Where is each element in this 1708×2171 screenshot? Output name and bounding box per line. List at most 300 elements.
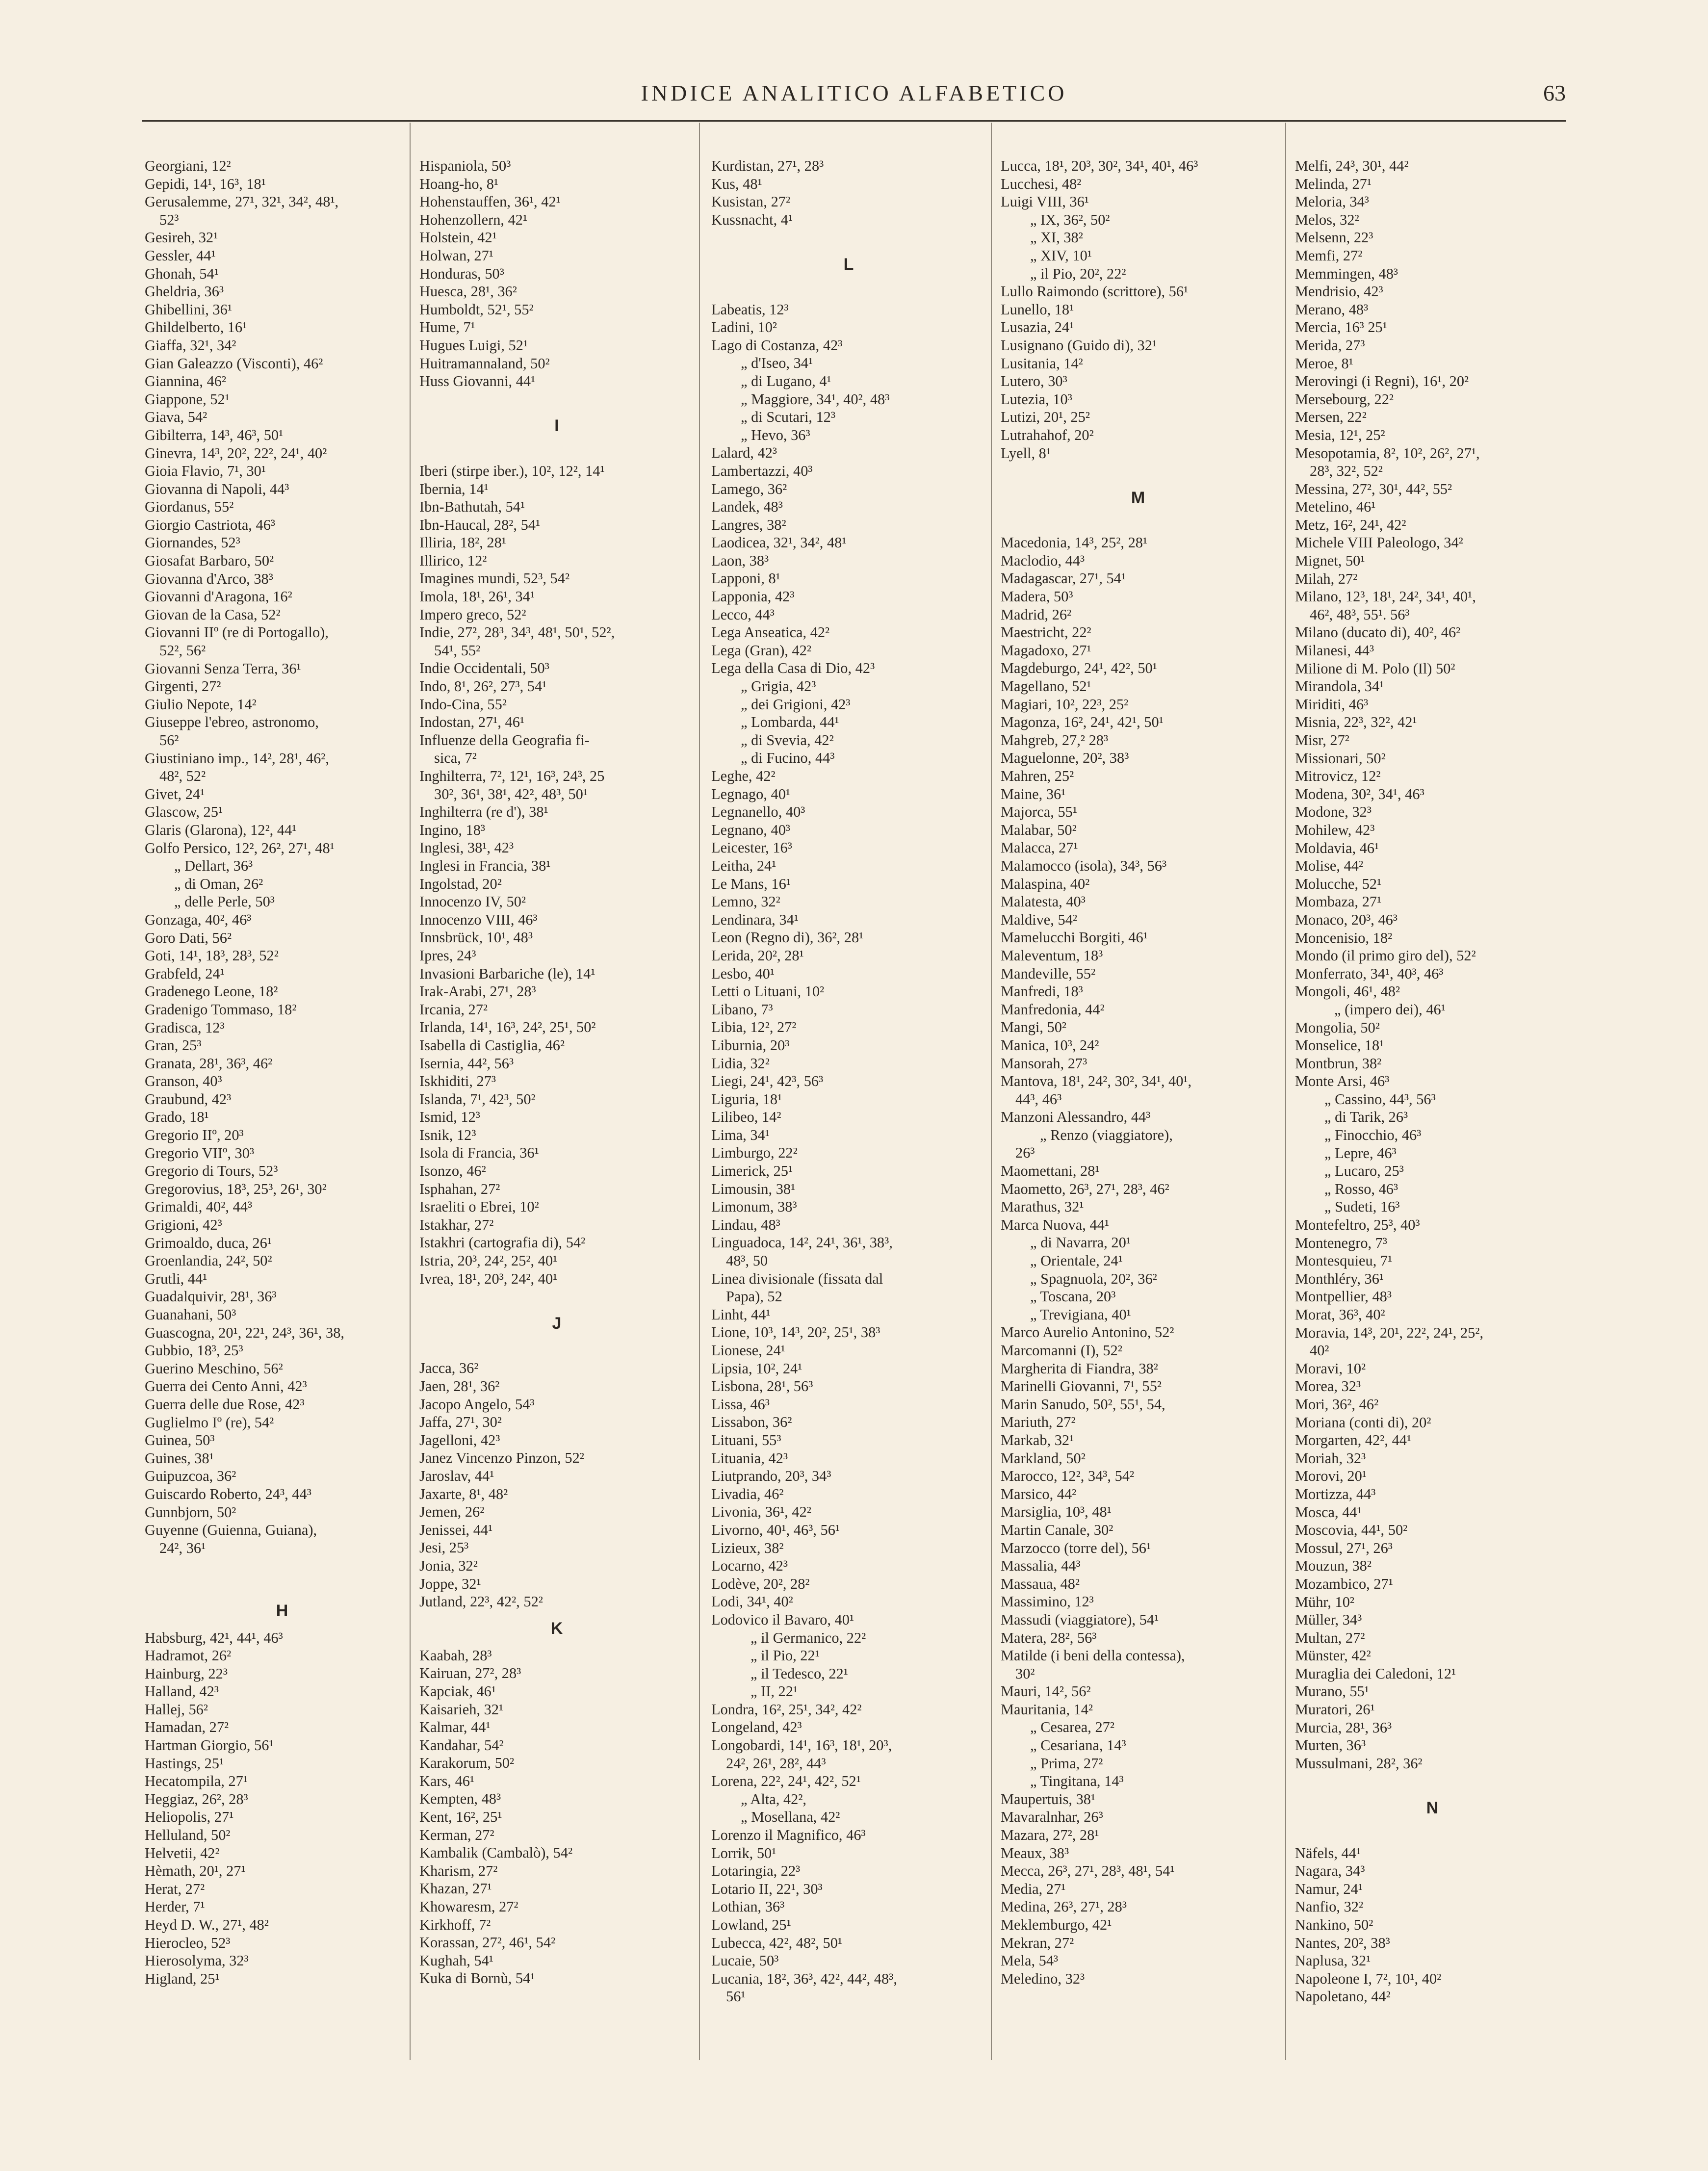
- index-entry: Korassan, 27², 46¹, 54²: [419, 1934, 556, 1951]
- index-entry: „ XIV, 10¹: [1030, 247, 1092, 264]
- index-entry: „ Alta, 42²,: [741, 1790, 807, 1808]
- section-letter: J: [552, 1314, 562, 1333]
- index-entry: Gregorio di Tours, 52³: [145, 1163, 278, 1180]
- index-entry: Morat, 36³, 40²: [1295, 1306, 1385, 1323]
- index-entry: Mesia, 12¹, 25²: [1295, 426, 1385, 443]
- index-entry: 48², 52²: [159, 768, 206, 785]
- index-entry: Maestricht, 22²: [1001, 624, 1091, 641]
- index-entry: Liguria, 18¹: [711, 1090, 782, 1108]
- column-divider: [699, 123, 700, 2060]
- spacer: [419, 390, 694, 409]
- index-entry: Gregorio VIIº, 30³: [145, 1144, 255, 1162]
- index-entry: Gonzaga, 40², 46³: [145, 911, 252, 928]
- index-entry: Monaco, 20³, 46³: [1295, 911, 1397, 928]
- index-entry: Kaisarieh, 32¹: [419, 1701, 504, 1718]
- index-entry: Lega (Gran), 42²: [711, 642, 812, 659]
- index-entry: Guiscardo Roberto, 24³, 44³: [145, 1485, 311, 1502]
- index-entry: Misr, 27²: [1295, 732, 1349, 749]
- index-entry: Isonzo, 46²: [419, 1163, 486, 1180]
- index-entry: Giaffa, 32¹, 34²: [145, 336, 236, 354]
- index-entry: Mela, 54³: [1001, 1952, 1059, 1969]
- spacer: [1001, 516, 1275, 534]
- index-entry: Meklemburgo, 42¹: [1001, 1916, 1112, 1933]
- index-entry: Murten, 36³: [1295, 1737, 1366, 1754]
- index-entry: Giovanna d'Arco, 38³: [145, 570, 273, 587]
- index-entry: Muraglia dei Caledoni, 12¹: [1295, 1665, 1456, 1682]
- index-entry: Invasioni Barbariche (le), 14¹: [419, 965, 595, 982]
- index-entry: Milah, 27²: [1295, 570, 1358, 587]
- index-entry: Mitrovicz, 12²: [1295, 768, 1381, 785]
- index-entry: Janez Vincenzo Pinzon, 52²: [419, 1449, 584, 1467]
- index-entry: Helluland, 50²: [145, 1827, 231, 1844]
- index-entry: Legnano, 40³: [711, 821, 791, 838]
- index-entry: Gradenigo Tommaso, 18²: [145, 1001, 297, 1018]
- index-entry: 52², 56²: [159, 642, 206, 659]
- index-entry: Marathus, 32¹: [1001, 1198, 1084, 1215]
- index-entry: Lipsia, 10², 24¹: [711, 1360, 802, 1377]
- index-entry: Missionari, 50²: [1295, 750, 1386, 767]
- index-entry: Maupertuis, 38¹: [1001, 1790, 1096, 1808]
- index-entry: Londra, 16², 25¹, 34², 42²: [711, 1701, 862, 1718]
- index-entry: Kughah, 54¹: [419, 1952, 493, 1969]
- index-entry: Giorgio Castriota, 46³: [145, 516, 276, 533]
- index-entry: „ di Svevia, 42²: [741, 731, 834, 749]
- index-entry: Magonza, 16², 24¹, 42¹, 50¹: [1001, 714, 1164, 731]
- index-entry: Madera, 50³: [1001, 588, 1073, 605]
- index-entry: Mussulmani, 28², 36²: [1295, 1755, 1423, 1772]
- index-entry: Granata, 28¹, 36³, 46²: [145, 1055, 273, 1072]
- index-entry: Matilde (i beni della contessa),: [1001, 1647, 1185, 1664]
- index-entry: Ivrea, 18¹, 20³, 24², 40¹: [419, 1270, 558, 1287]
- spacer: [1001, 462, 1275, 480]
- index-entry: Giava, 54²: [145, 409, 207, 426]
- index-column-2: [419, 157, 694, 1988]
- index-entry: Moldavia, 46¹: [1295, 839, 1379, 856]
- index-entry: „ Dellart, 36³: [174, 857, 253, 875]
- spacer: [711, 283, 986, 301]
- index-entry: Glaris (Glarona), 12², 44¹: [145, 821, 297, 838]
- index-entry: Monferrato, 34¹, 40³, 46³: [1295, 965, 1444, 982]
- spacer: [419, 1342, 694, 1360]
- index-entry: Gesireh, 32¹: [145, 229, 218, 246]
- index-entry: „ di Tarik, 26³: [1324, 1109, 1408, 1126]
- index-entry: Kandahar, 54²: [419, 1736, 504, 1754]
- index-entry: Magellano, 52¹: [1001, 678, 1091, 695]
- index-entry: Miriditi, 46³: [1295, 696, 1369, 713]
- index-entry: Linguadoca, 14², 24¹, 36¹, 38³,: [711, 1234, 893, 1251]
- index-entry: Honduras, 50³: [419, 265, 504, 282]
- index-entry: Khazan, 27¹: [419, 1880, 492, 1897]
- index-entry: Jutland, 22³, 42², 52²: [419, 1593, 543, 1610]
- index-entry: Hadramot, 26²: [145, 1647, 232, 1664]
- index-entry: Inghilterra (re d'), 38¹: [419, 803, 548, 821]
- index-entry: Grabfeld, 24¹: [145, 965, 225, 982]
- index-entry: Giovan de la Casa, 52²: [145, 606, 281, 623]
- index-entry: Kairuan, 27², 28³: [419, 1665, 521, 1682]
- index-entry: Giosafat Barbaro, 50²: [145, 552, 274, 569]
- index-entry: Maleventum, 18³: [1001, 947, 1103, 964]
- index-entry: Legnanello, 40³: [711, 803, 805, 821]
- index-entry: Mori, 36², 46²: [1295, 1396, 1379, 1413]
- spacer: [1295, 1772, 1570, 1790]
- index-entry: Inglesi, 38¹, 42³: [419, 839, 514, 856]
- index-entry: Lodovico il Bavaro, 40¹: [711, 1611, 854, 1628]
- index-entry: Metelino, 46¹: [1295, 498, 1376, 516]
- index-entry: Guascogna, 20¹, 22¹, 24³, 36¹, 38,: [145, 1324, 344, 1341]
- index-entry: Helvetii, 42²: [145, 1844, 220, 1861]
- index-entry: Groenlandia, 24², 50²: [145, 1252, 272, 1269]
- index-entry: Gerusalemme, 27¹, 32¹, 34², 48¹,: [145, 193, 339, 210]
- index-entry: Istakhar, 27²: [419, 1216, 494, 1233]
- index-entry: Manica, 10³, 24²: [1001, 1036, 1099, 1054]
- index-entry: Kirkhoff, 7²: [419, 1916, 491, 1933]
- index-entry: „ delle Perle, 50³: [174, 893, 275, 910]
- index-entry: Melinda, 27¹: [1295, 175, 1372, 192]
- index-entry: Jaxarte, 8¹, 48²: [419, 1485, 508, 1502]
- index-entry: Gregorovius, 18³, 25³, 26¹, 30²: [145, 1180, 327, 1197]
- index-entry: Muratori, 26¹: [1295, 1701, 1375, 1718]
- index-entry: 24², 36¹: [159, 1539, 206, 1556]
- index-entry: „ Sudeti, 16³: [1324, 1198, 1400, 1215]
- index-entry: Holstein, 42¹: [419, 229, 497, 246]
- index-entry: Giuseppe l'ebreo, astronomo,: [145, 714, 319, 731]
- index-entry: Habsburg, 42¹, 44¹, 46³: [145, 1629, 283, 1646]
- index-entry: Marcomanni (I), 52²: [1001, 1342, 1122, 1359]
- index-entry: Isphahan, 27²: [419, 1180, 500, 1197]
- index-entry: Giordanus, 55²: [145, 498, 234, 516]
- index-entry: Margherita di Fiandra, 38²: [1001, 1360, 1158, 1377]
- index-entry: Nanfio, 32²: [1295, 1898, 1364, 1915]
- index-entry: Granson, 40³: [145, 1073, 222, 1090]
- index-entry: Ibernia, 14¹: [419, 480, 489, 497]
- index-entry: Milano, 12³, 18¹, 24², 34¹, 40¹,: [1295, 588, 1476, 605]
- index-entry: Milanesi, 44³: [1295, 642, 1374, 659]
- index-entry: „ XI, 38²: [1030, 229, 1083, 246]
- index-entry: Jesi, 25³: [419, 1539, 469, 1556]
- section-letter: N: [1426, 1799, 1439, 1818]
- index-entry: Malatesta, 40³: [1001, 893, 1086, 910]
- index-entry: Montbrun, 38²: [1295, 1055, 1382, 1072]
- index-entry: Libano, 7³: [711, 1001, 773, 1018]
- index-entry: 56²: [159, 732, 179, 749]
- index-entry: Lorenzo il Magnifico, 46³: [711, 1827, 866, 1844]
- index-entry: Liutprando, 20³, 34³: [711, 1468, 831, 1485]
- index-entry: „ Renzo (viaggiatore),: [1040, 1126, 1173, 1143]
- index-entry: 48³, 50: [726, 1252, 768, 1269]
- index-column-1: [145, 157, 419, 1988]
- index-entry: Innocenzo VIII, 46³: [419, 911, 538, 928]
- index-entry: Istria, 20³, 24², 25², 40¹: [419, 1252, 558, 1269]
- index-entry: Lima, 34¹: [711, 1126, 770, 1143]
- section-letter: H: [276, 1601, 288, 1620]
- index-entry: Lione, 10³, 14³, 20², 25¹, 38³: [711, 1324, 880, 1341]
- index-entry: Gunnbjorn, 50²: [145, 1503, 236, 1521]
- index-entry: Markab, 32¹: [1001, 1431, 1074, 1448]
- index-entry: Lotaringia, 22³: [711, 1862, 801, 1880]
- index-entry: Majorca, 55¹: [1001, 803, 1077, 821]
- index-entry: Lodi, 34¹, 40²: [711, 1593, 793, 1610]
- index-entry: Mamelucchi Borgiti, 46¹: [1001, 929, 1148, 946]
- index-entry: Hainburg, 22³: [145, 1665, 228, 1682]
- index-entry: Mauri, 14², 56²: [1001, 1683, 1091, 1700]
- index-entry: Hèmath, 20¹, 27¹: [145, 1862, 246, 1880]
- index-entry: Napoletano, 44²: [1295, 1988, 1391, 2005]
- index-entry: Mesopotamia, 8², 10², 26², 27¹,: [1295, 444, 1480, 462]
- index-entry: „ II, 22¹: [750, 1683, 798, 1700]
- index-entry: Influenze della Geografia fi-: [419, 731, 590, 749]
- index-entry: Lutrahahof, 20²: [1001, 426, 1094, 443]
- index-entry: Illiria, 18², 28¹: [419, 534, 506, 551]
- index-entry: „ dei Grigioni, 42³: [741, 696, 851, 713]
- spacer: [419, 444, 694, 462]
- index-entry: Livadia, 46²: [711, 1485, 784, 1502]
- index-entry: Messina, 27², 30¹, 44², 55²: [1295, 480, 1452, 497]
- index-entry: 30², 36¹, 38¹, 42², 48³, 50¹: [434, 785, 588, 802]
- index-entry: Indie, 27², 28³, 34³, 48¹, 50¹, 52²,: [419, 624, 615, 641]
- index-entry: Indo-Cina, 55²: [419, 696, 507, 713]
- index-entry: Hecatompila, 27¹: [145, 1773, 248, 1790]
- index-entry: Ingolstad, 20²: [419, 875, 502, 892]
- index-entry: Jaffa, 27¹, 30²: [419, 1414, 502, 1431]
- index-entry: Magdeburgo, 24¹, 42², 50¹: [1001, 660, 1157, 677]
- index-entry: Gian Galeazzo (Visconti), 46²: [145, 355, 323, 372]
- index-column-5: [1295, 157, 1570, 2006]
- index-entry: Melfi, 24³, 30¹, 44²: [1295, 157, 1409, 174]
- index-entry: Liburnia, 20³: [711, 1036, 790, 1054]
- index-entry: Lissabon, 36²: [711, 1414, 792, 1431]
- index-entry: Lubecca, 42², 48², 50¹: [711, 1934, 843, 1951]
- index-entry: „ Rosso, 46³: [1324, 1180, 1398, 1197]
- index-entry: Lerida, 20², 28¹: [711, 947, 804, 964]
- index-entry: Lodève, 20², 28²: [711, 1575, 810, 1592]
- column-divider: [1285, 123, 1286, 2060]
- index-entry: Macedonia, 14³, 25², 28¹: [1001, 534, 1148, 551]
- index-entry: Lecco, 44³: [711, 606, 775, 623]
- section-letter: I: [554, 416, 559, 436]
- section-letter: K: [550, 1619, 563, 1638]
- index-entry: „ Toscana, 20³: [1030, 1288, 1116, 1305]
- index-entry: „ il Tedesco, 22¹: [750, 1665, 848, 1682]
- index-entry: Jaroslav, 44¹: [419, 1467, 494, 1484]
- index-entry: Merida, 27³: [1295, 336, 1365, 354]
- index-entry: Lorrik, 50¹: [711, 1844, 776, 1861]
- index-entry: Melsenn, 22³: [1295, 229, 1373, 246]
- index-entry: Montesquieu, 7¹: [1295, 1252, 1393, 1269]
- index-entry: Guinea, 50³: [145, 1432, 215, 1449]
- index-entry: Molucche, 52¹: [1295, 875, 1382, 892]
- index-entry: Manfredonia, 44²: [1001, 1001, 1105, 1018]
- index-entry: Media, 27¹: [1001, 1880, 1066, 1897]
- index-entry: Livonia, 36¹, 42²: [711, 1503, 811, 1521]
- index-entry: Irak-Arabi, 27¹, 28³: [419, 983, 536, 1000]
- index-entry: Guadalquivir, 28¹, 36³: [145, 1288, 277, 1305]
- index-entry: Gessler, 44¹: [145, 247, 216, 264]
- index-entry: „ d'Iseo, 34¹: [741, 355, 813, 372]
- index-entry: Golfo Persico, 12², 26², 27¹, 48¹: [145, 839, 335, 856]
- index-entry: Melos, 32²: [1295, 211, 1359, 228]
- index-entry: Marinelli Giovanni, 7¹, 55²: [1001, 1378, 1162, 1395]
- index-entry: Lorena, 22², 24¹, 42², 52¹: [711, 1773, 861, 1790]
- index-entry: Lindau, 48³: [711, 1216, 780, 1233]
- index-entry: Kent, 16², 25¹: [419, 1809, 502, 1826]
- index-entry: Magiari, 10², 22³, 25²: [1001, 696, 1129, 713]
- index-entry: Marsico, 44²: [1001, 1485, 1077, 1502]
- index-entry: Hastings, 25¹: [145, 1755, 224, 1772]
- index-entry: Mansorah, 27³: [1001, 1055, 1087, 1072]
- index-entry: Maclodio, 44³: [1001, 552, 1085, 569]
- page-number: 63: [1543, 80, 1566, 105]
- index-entry: Huss Giovanni, 44¹: [419, 373, 536, 390]
- index-entry: Hallej, 56²: [145, 1701, 208, 1718]
- index-entry: Massimino, 12³: [1001, 1593, 1094, 1610]
- index-entry: Kempten, 48³: [419, 1790, 501, 1808]
- index-entry: Jenissei, 44¹: [419, 1521, 493, 1538]
- index-entry: Mühr, 10²: [1295, 1593, 1355, 1610]
- index-entry: Kuka di Bornù, 54¹: [419, 1970, 535, 1987]
- index-entry: Gran, 25³: [145, 1037, 202, 1054]
- index-entry: Le Mans, 16¹: [711, 875, 791, 892]
- index-entry: Lapponi, 8¹: [711, 570, 780, 587]
- index-entry: Mondo (il primo giro del), 52²: [1295, 947, 1476, 964]
- index-entry: Ismid, 12³: [419, 1109, 480, 1126]
- index-entry: Merovingi (i Regni), 16¹, 20²: [1295, 373, 1469, 390]
- index-entry: Givet, 24¹: [145, 785, 205, 802]
- index-entry: Mohilew, 42³: [1295, 821, 1375, 838]
- index-entry: Jacopo Angelo, 54³: [419, 1396, 535, 1413]
- index-entry: Näfels, 44¹: [1295, 1844, 1361, 1861]
- index-entry: Lemno, 32²: [711, 893, 780, 910]
- index-entry: Isabella di Castiglia, 46²: [419, 1036, 565, 1054]
- index-entry: „ di Lugano, 4¹: [741, 372, 831, 389]
- index-entry: Humboldt, 52¹, 55²: [419, 301, 534, 318]
- index-entry: Martin Canale, 30²: [1001, 1521, 1113, 1538]
- index-entry: Higland, 25¹: [145, 1970, 220, 1987]
- index-entry: Leghe, 42²: [711, 768, 776, 784]
- index-entry: „ il Pio, 20², 22²: [1030, 265, 1126, 282]
- index-entry: Gepidi, 14¹, 16³, 18¹: [145, 175, 266, 192]
- index-entry: Meledino, 32³: [1001, 1970, 1085, 1987]
- index-entry: Mersebourg, 22²: [1295, 390, 1394, 408]
- index-entry: 40²: [1310, 1342, 1329, 1359]
- index-entry: Landek, 48³: [711, 498, 783, 516]
- index-entry: Madagascar, 27¹, 54¹: [1001, 570, 1126, 587]
- index-entry: Huesca, 28¹, 36²: [419, 283, 517, 300]
- index-entry: Madrid, 26²: [1001, 606, 1072, 623]
- index-entry: „ Maggiore, 34¹, 40², 48³: [741, 390, 890, 408]
- index-entry: Luigi VIII, 36¹: [1001, 193, 1089, 210]
- index-entry: Mecca, 26³, 27¹, 28³, 48¹, 54¹: [1001, 1862, 1175, 1880]
- index-entry: Lidia, 32²: [711, 1055, 770, 1072]
- index-entry: „ Lombarda, 44¹: [741, 714, 839, 731]
- section-letter: L: [843, 255, 854, 274]
- index-entry: Mendrisio, 42³: [1295, 283, 1383, 300]
- index-entry: Nankino, 50²: [1295, 1916, 1373, 1933]
- index-entry: Gioia Flavio, 7¹, 30¹: [145, 463, 266, 480]
- index-entry: Livorno, 40¹, 46³, 56¹: [711, 1521, 840, 1538]
- spacer: [145, 1575, 419, 1593]
- index-entry: Lega della Casa di Dio, 42³: [711, 660, 875, 677]
- index-entry: Jonia, 32²: [419, 1557, 478, 1574]
- index-entry: Gibilterra, 14³, 46³, 50¹: [145, 426, 284, 443]
- index-entry: Kapciak, 46¹: [419, 1682, 496, 1700]
- index-entry: „ Trevigiana, 40¹: [1030, 1306, 1131, 1323]
- index-entry: Lyell, 8¹: [1001, 444, 1051, 462]
- index-entry: Murano, 55¹: [1295, 1683, 1369, 1700]
- index-entry: Ghibellini, 36¹: [145, 301, 232, 318]
- index-entry: Meloria, 34³: [1295, 193, 1369, 210]
- index-entry: Impero greco, 52²: [419, 606, 526, 623]
- index-entry: Maomettani, 28¹: [1001, 1163, 1100, 1180]
- index-entry: Imola, 18¹, 26¹, 34¹: [419, 588, 535, 605]
- index-entry: Lilibeo, 14²: [711, 1109, 781, 1126]
- index-entry: Ingino, 18³: [419, 821, 486, 838]
- index-entry: Girgenti, 27²: [145, 678, 221, 695]
- index-entry: „ Prima, 27²: [1030, 1755, 1103, 1772]
- index-entry: Giornandes, 52³: [145, 534, 240, 551]
- index-entry: Grimoaldo, duca, 26¹: [145, 1234, 272, 1251]
- index-entry: Marco Aurelio Antonino, 52²: [1001, 1324, 1174, 1341]
- index-entry: Gheldria, 36³: [145, 283, 224, 300]
- index-entry: Meroe, 8¹: [1295, 355, 1353, 372]
- index-entry: Kus, 48¹: [711, 175, 762, 192]
- index-entry: Metz, 16², 24¹, 42²: [1295, 516, 1406, 533]
- index-entry: Ircania, 27²: [419, 1001, 488, 1018]
- index-entry: Lusitania, 14²: [1001, 355, 1083, 372]
- index-entry: „ Cesarea, 27²: [1030, 1719, 1114, 1736]
- index-entry: Khowaresm, 27²: [419, 1898, 518, 1915]
- index-entry: Mozambico, 27¹: [1295, 1575, 1393, 1592]
- index-entry: Mongolia, 50²: [1295, 1019, 1380, 1036]
- index-entry: Guanahani, 50³: [145, 1306, 236, 1323]
- index-entry: Hohenstauffen, 36¹, 42¹: [419, 193, 561, 210]
- index-entry: Michele VIII Paleologo, 34²: [1295, 534, 1463, 551]
- index-entry: Langres, 38²: [711, 516, 786, 533]
- index-entry: Limousin, 38¹: [711, 1180, 796, 1197]
- index-entry: Lapponia, 42³: [711, 588, 795, 605]
- index-entry: Imagines mundi, 52³, 54²: [419, 570, 570, 587]
- index-entry: „ Tingitana, 14³: [1030, 1773, 1124, 1790]
- index-entry: Halland, 42³: [145, 1683, 219, 1700]
- index-entry: Moscovia, 44¹, 50²: [1295, 1522, 1408, 1539]
- index-entry: Hispaniola, 50³: [419, 157, 511, 174]
- index-entry: Hume, 7¹: [419, 319, 475, 336]
- index-entry: Georgiani, 12²: [145, 157, 231, 174]
- index-entry: Matera, 28², 56³: [1001, 1629, 1097, 1646]
- index-entry: Heggiaz, 26², 28³: [145, 1790, 248, 1808]
- index-entry: Lamego, 36²: [711, 480, 787, 497]
- index-entry: sica, 7²: [434, 750, 477, 767]
- index-entry: Lituania, 42³: [711, 1449, 788, 1467]
- index-entry: Graubund, 42³: [145, 1090, 232, 1108]
- index-entry: Huitramannaland, 50²: [419, 355, 550, 372]
- index-entry: Kusistan, 27²: [711, 193, 791, 210]
- index-entry: Giannina, 46²: [145, 373, 227, 390]
- index-entry: Giustiniano imp., 14², 28¹, 46²,: [145, 750, 329, 767]
- index-entry: Giovanni IIº (re di Portogallo),: [145, 624, 329, 641]
- index-entry: Milano (ducato di), 40², 46²: [1295, 624, 1461, 641]
- index-entry: Ladini, 10²: [711, 319, 777, 336]
- index-entry: Lalard, 42³: [711, 444, 777, 462]
- index-entry: Jacca, 36²: [419, 1360, 479, 1377]
- index-entry: Libia, 12², 27²: [711, 1019, 797, 1036]
- index-entry: Kars, 46¹: [419, 1772, 475, 1789]
- index-entry: Kaabah, 28³: [419, 1647, 492, 1664]
- index-entry: Naplusa, 32¹: [1295, 1952, 1371, 1969]
- index-entry: Limonum, 38³: [711, 1198, 797, 1215]
- index-entry: 56¹: [726, 1988, 746, 2005]
- index-entry: Mersen, 22²: [1295, 409, 1367, 426]
- index-entry: Mongoli, 46¹, 48²: [1295, 983, 1400, 1000]
